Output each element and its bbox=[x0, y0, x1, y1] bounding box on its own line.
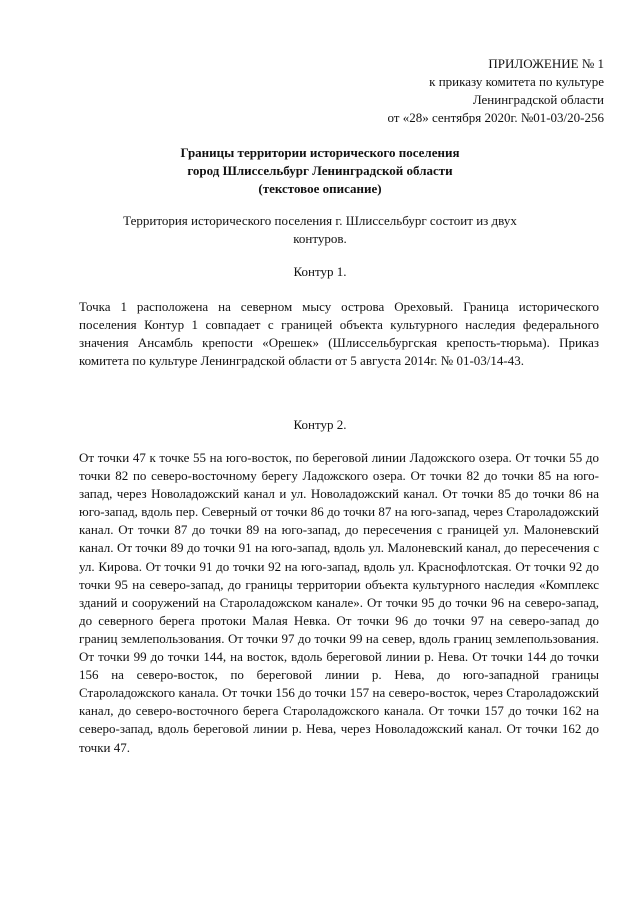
document-title bbox=[0, 144, 640, 198]
title-line-2: город Шлиссельбург Ленинградской области bbox=[187, 163, 453, 178]
appendix-order-date: от «28» сентября 2020г. №01-03/20-256 bbox=[387, 110, 604, 125]
intro-paragraph: Территория исторического поселения г. Шлиссельбург состоит из двух контуров. bbox=[123, 213, 517, 246]
appendix-number: ПРИЛОЖЕНИЕ № 1 bbox=[488, 56, 604, 71]
title-line-3: (текстовое описание) bbox=[258, 181, 382, 196]
contour-1-description: Точка 1 расположена на северном мысу острова Ореховый. Граница исторического поселения Контур 1 совпадает с границей объекта культурного наследия федерального значения Ансамбль крепости «Орешек» (Шлиссельбургская крепость-тюрьма). Приказ комитета по культуре Ленинградской области от 5 августа 2014г. № 01-03/14-43. bbox=[79, 299, 599, 369]
contour-1-heading: Контур 1. bbox=[293, 264, 347, 279]
appendix-region: Ленинградской области bbox=[472, 92, 604, 107]
contour-2-description: От точки 47 к точке 55 на юго-восток, по береговой линии Ладожского озера. От точки 55 до точки 82 по северо-восточному берегу Ладожского озера. От точки 82 до точки 85 на юго-запад, через Новоладожский канал и ул. Новоладожский канал. От точки 85 до точки 86 на юго-запад, вдоль пер. Северный от точки 86 до точки 87 на юго-запад, через Староладожский канал. От точки 87 до точки 89 на юго-запад, до пересечения с границей ул. Малоневский канал. От точки 89 до точки 91 на юго-запад, вдоль ул. Малоневский канал, до пересечения с ул. Кирова. От точки 91 до точки 92 на юго-запад, вдоль ул. Краснофлотская. От точки 92 до точки 95 на северо-запад, до границы территории объекта культурного наследия «Комплекс зданий и сооружений на Староладожском канале». От точки 95 до точки 96 на северо-запад, до северного берега протоки Малая Невка. От точки 96 до точки 97 на северо-запад до границ землепользования. От точки 97 до точки 99 на север, вдоль границ землепользования. От точки 99 до точки 144, на восток, вдоль береговой линии р. Нева. От точки 144 до точки 156 на северо-восток, по береговой линии р. Нева, до юго-западной границы Староладожского канала. От точки 156 до точки 157 на северо-восток, через Староладожский канал, до северо-восточного берега Староладожского канала. От точки 157 до точки 162 на северо-запад, вдоль береговой линии р. Нева, через Новоладожский канал. От точки 162 до точки 47. bbox=[79, 450, 599, 755]
appendix-header bbox=[387, 55, 604, 127]
title-line-1: Границы территории исторического поселения bbox=[180, 145, 460, 160]
contour-2-heading: Контур 2. bbox=[293, 417, 347, 432]
appendix-order-ref: к приказу комитета по культуре bbox=[429, 74, 604, 89]
